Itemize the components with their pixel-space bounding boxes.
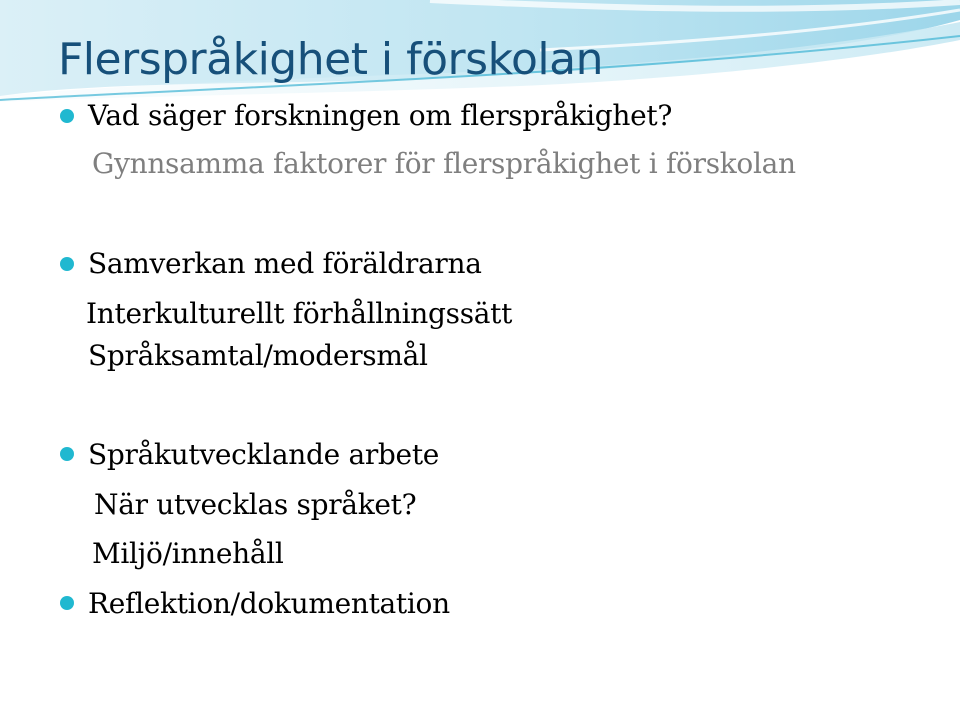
- bullet-item-parent-cooperation: Samverkan med föräldrarna: [88, 247, 482, 280]
- sub-item-environment-content: Miljö/innehåll: [92, 537, 284, 570]
- sub-item-language-talk: Språksamtal/modersmål: [88, 339, 428, 372]
- bullet-icon: [60, 257, 74, 271]
- sub-item-intercultural: Interkulturellt förhållningssätt: [86, 297, 513, 330]
- sub-item-when-language-develops: När utvecklas språket?: [94, 488, 417, 521]
- bullet-item-research: Vad säger forskningen om flerspråkighet?: [88, 99, 673, 132]
- slide-title: Flerspråkighet i förskolan: [58, 34, 603, 85]
- bullet-icon: [60, 447, 74, 461]
- bullet-item-reflection: Reflektion/dokumentation: [88, 587, 450, 620]
- bullet-icon: [60, 109, 74, 123]
- bullet-icon: [60, 596, 74, 610]
- sub-item-favorable-factors: Gynnsamma faktorer för flerspråkighet i förskolan: [92, 147, 796, 180]
- bullet-item-language-development: Språkutvecklande arbete: [88, 438, 440, 471]
